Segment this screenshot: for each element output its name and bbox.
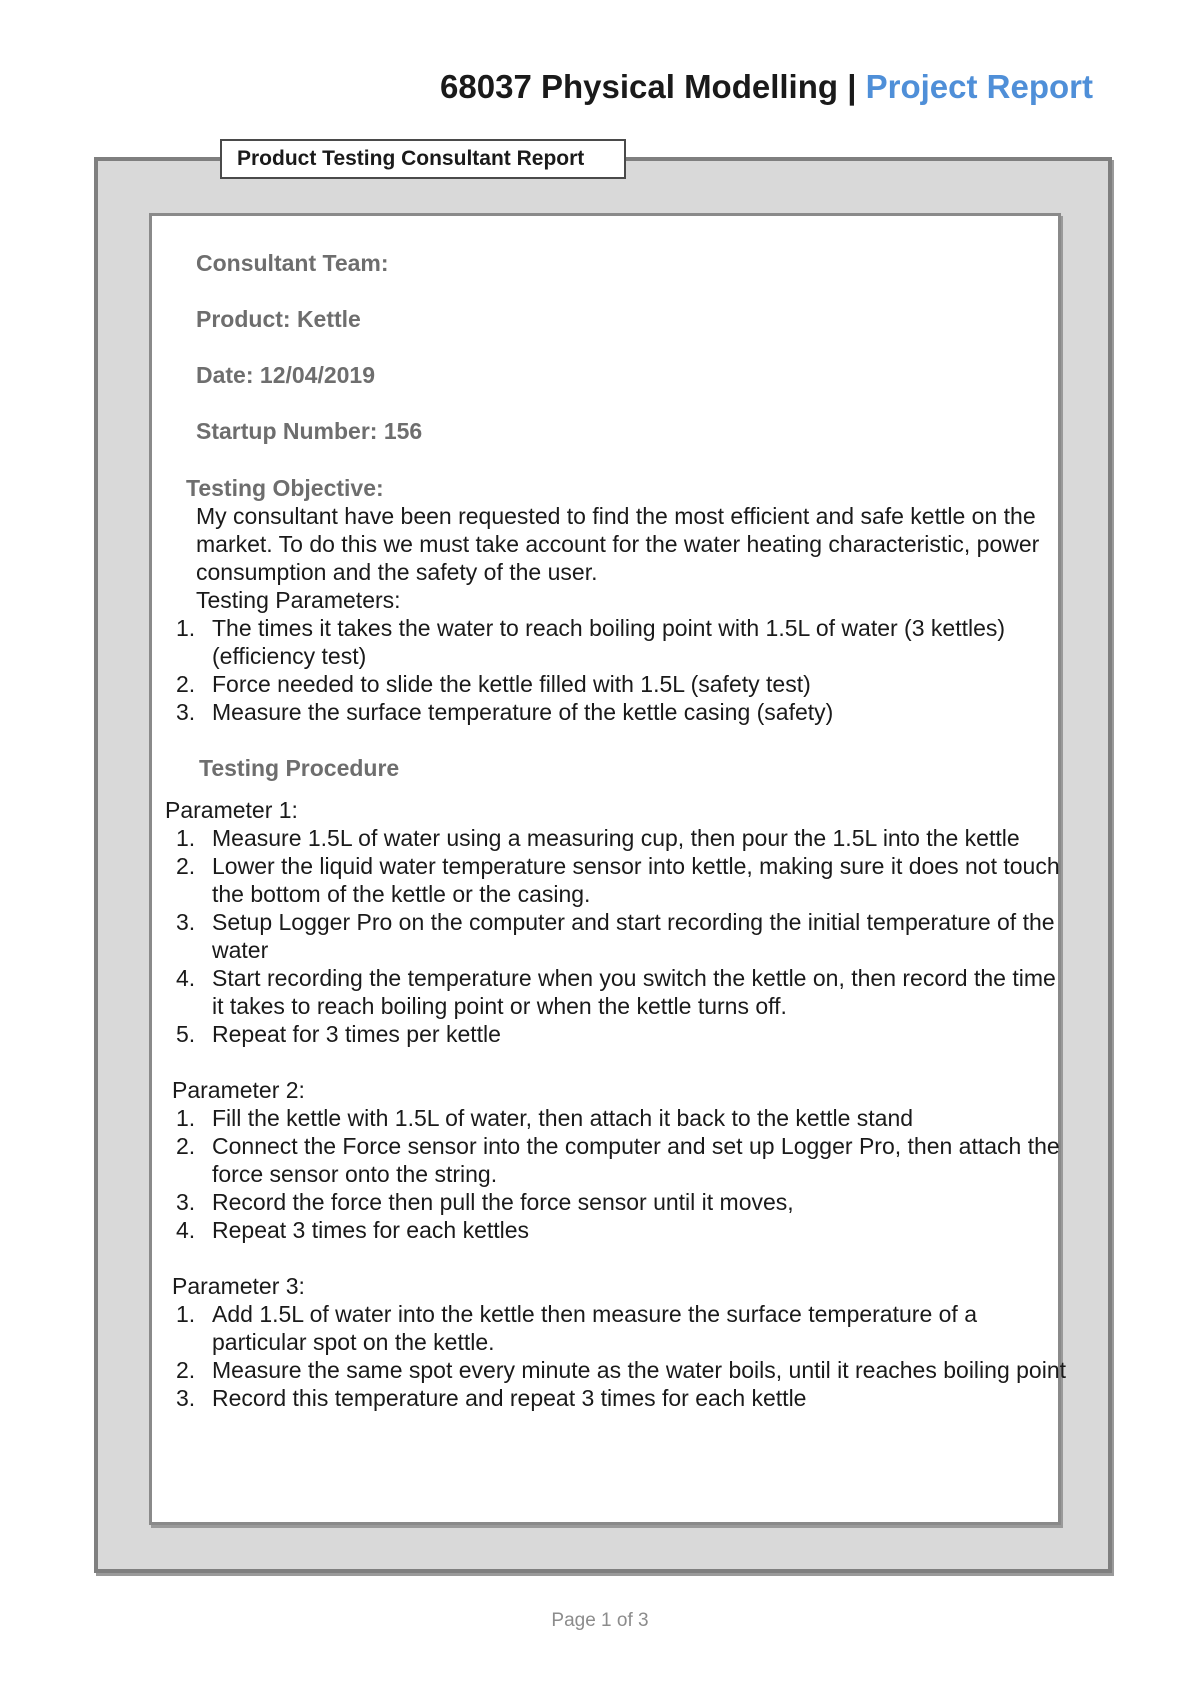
consultant-team-field: Consultant Team: bbox=[196, 250, 389, 276]
list-item: 1. Fill the kettle with 1.5L of water, then attach it back to the kettle stand bbox=[176, 1105, 914, 1131]
list-item: 1. Measure 1.5L of water using a measuring cup, then pour the 1.5L into the kettle bbox=[176, 825, 1020, 851]
header-separator: | bbox=[847, 68, 857, 105]
parameter-1-label: Parameter 1: bbox=[165, 797, 298, 823]
list-item: 2. Connect the Force sensor into the computer and set up Logger Pro, then attach the force sensor onto the string. bbox=[176, 1133, 1060, 1187]
parameter-2-steps bbox=[170, 1104, 1070, 1244]
page-number: Page 1 of 3 bbox=[551, 1610, 649, 1631]
parameter-2-label: Parameter 2: bbox=[172, 1077, 305, 1103]
list-item: 2. Force needed to slide the kettle filled with 1.5L (safety test) bbox=[176, 671, 811, 697]
startup-number-field: Startup Number: 156 bbox=[196, 418, 423, 444]
header-report-title: Project Report bbox=[865, 68, 1093, 105]
list-item: 2. Measure the same spot every minute as the water boils, until it reaches boiling point bbox=[176, 1357, 1066, 1383]
list-item: 5. Repeat for 3 times per kettle bbox=[176, 1021, 501, 1047]
list-item: 4. Repeat 3 times for each kettles bbox=[176, 1217, 530, 1243]
parameter-3-label: Parameter 3: bbox=[172, 1273, 305, 1299]
list-item: 1. Add 1.5L of water into the kettle then measure the surface temperature of a particular spot on the kettle. bbox=[176, 1301, 977, 1355]
product-field: Product: Kettle bbox=[196, 306, 361, 332]
testing-objective-heading: Testing Objective: bbox=[186, 475, 384, 501]
date-field: Date: 12/04/2019 bbox=[196, 362, 376, 388]
list-item: 3. Record this temperature and repeat 3 times for each kettle bbox=[176, 1385, 807, 1411]
testing-objective-text: My consultant have been requested to find the most efficient and safe kettle on the market. To do this we must take account for the water heating characteristic, power consumption and the safety of the user. bbox=[196, 503, 1040, 585]
testing-parameters-label: Testing Parameters: bbox=[196, 587, 401, 613]
parameter-1-steps bbox=[170, 824, 1070, 1048]
testing-procedure-heading: Testing Procedure bbox=[199, 755, 400, 781]
parameter-3-steps bbox=[170, 1300, 1070, 1412]
testing-parameters-list bbox=[170, 614, 1070, 726]
list-item: 2. Lower the liquid water temperature sensor into kettle, making sure it does not touch the bottom of the kettle or the casing. bbox=[176, 853, 1060, 907]
list-item: 3. Record the force then pull the force sensor until it moves, bbox=[176, 1189, 794, 1215]
list-item: 4. Start recording the temperature when you switch the kettle on, then record the time it takes to reach boiling point or when the kettle turns off. bbox=[176, 965, 1056, 1019]
list-item: 3. Setup Logger Pro on the computer and start recording the initial temperature of the water bbox=[176, 909, 1055, 963]
frame-label: Product Testing Consultant Report bbox=[220, 139, 626, 179]
header-course-title: 68037 Physical Modelling bbox=[440, 68, 839, 105]
list-item: 1. The times it takes the water to reach boiling point with 1.5L of water (3 kettles) (efficiency test) bbox=[176, 615, 1006, 669]
list-item: 3. Measure the surface temperature of the kettle casing (safety) bbox=[176, 699, 834, 725]
